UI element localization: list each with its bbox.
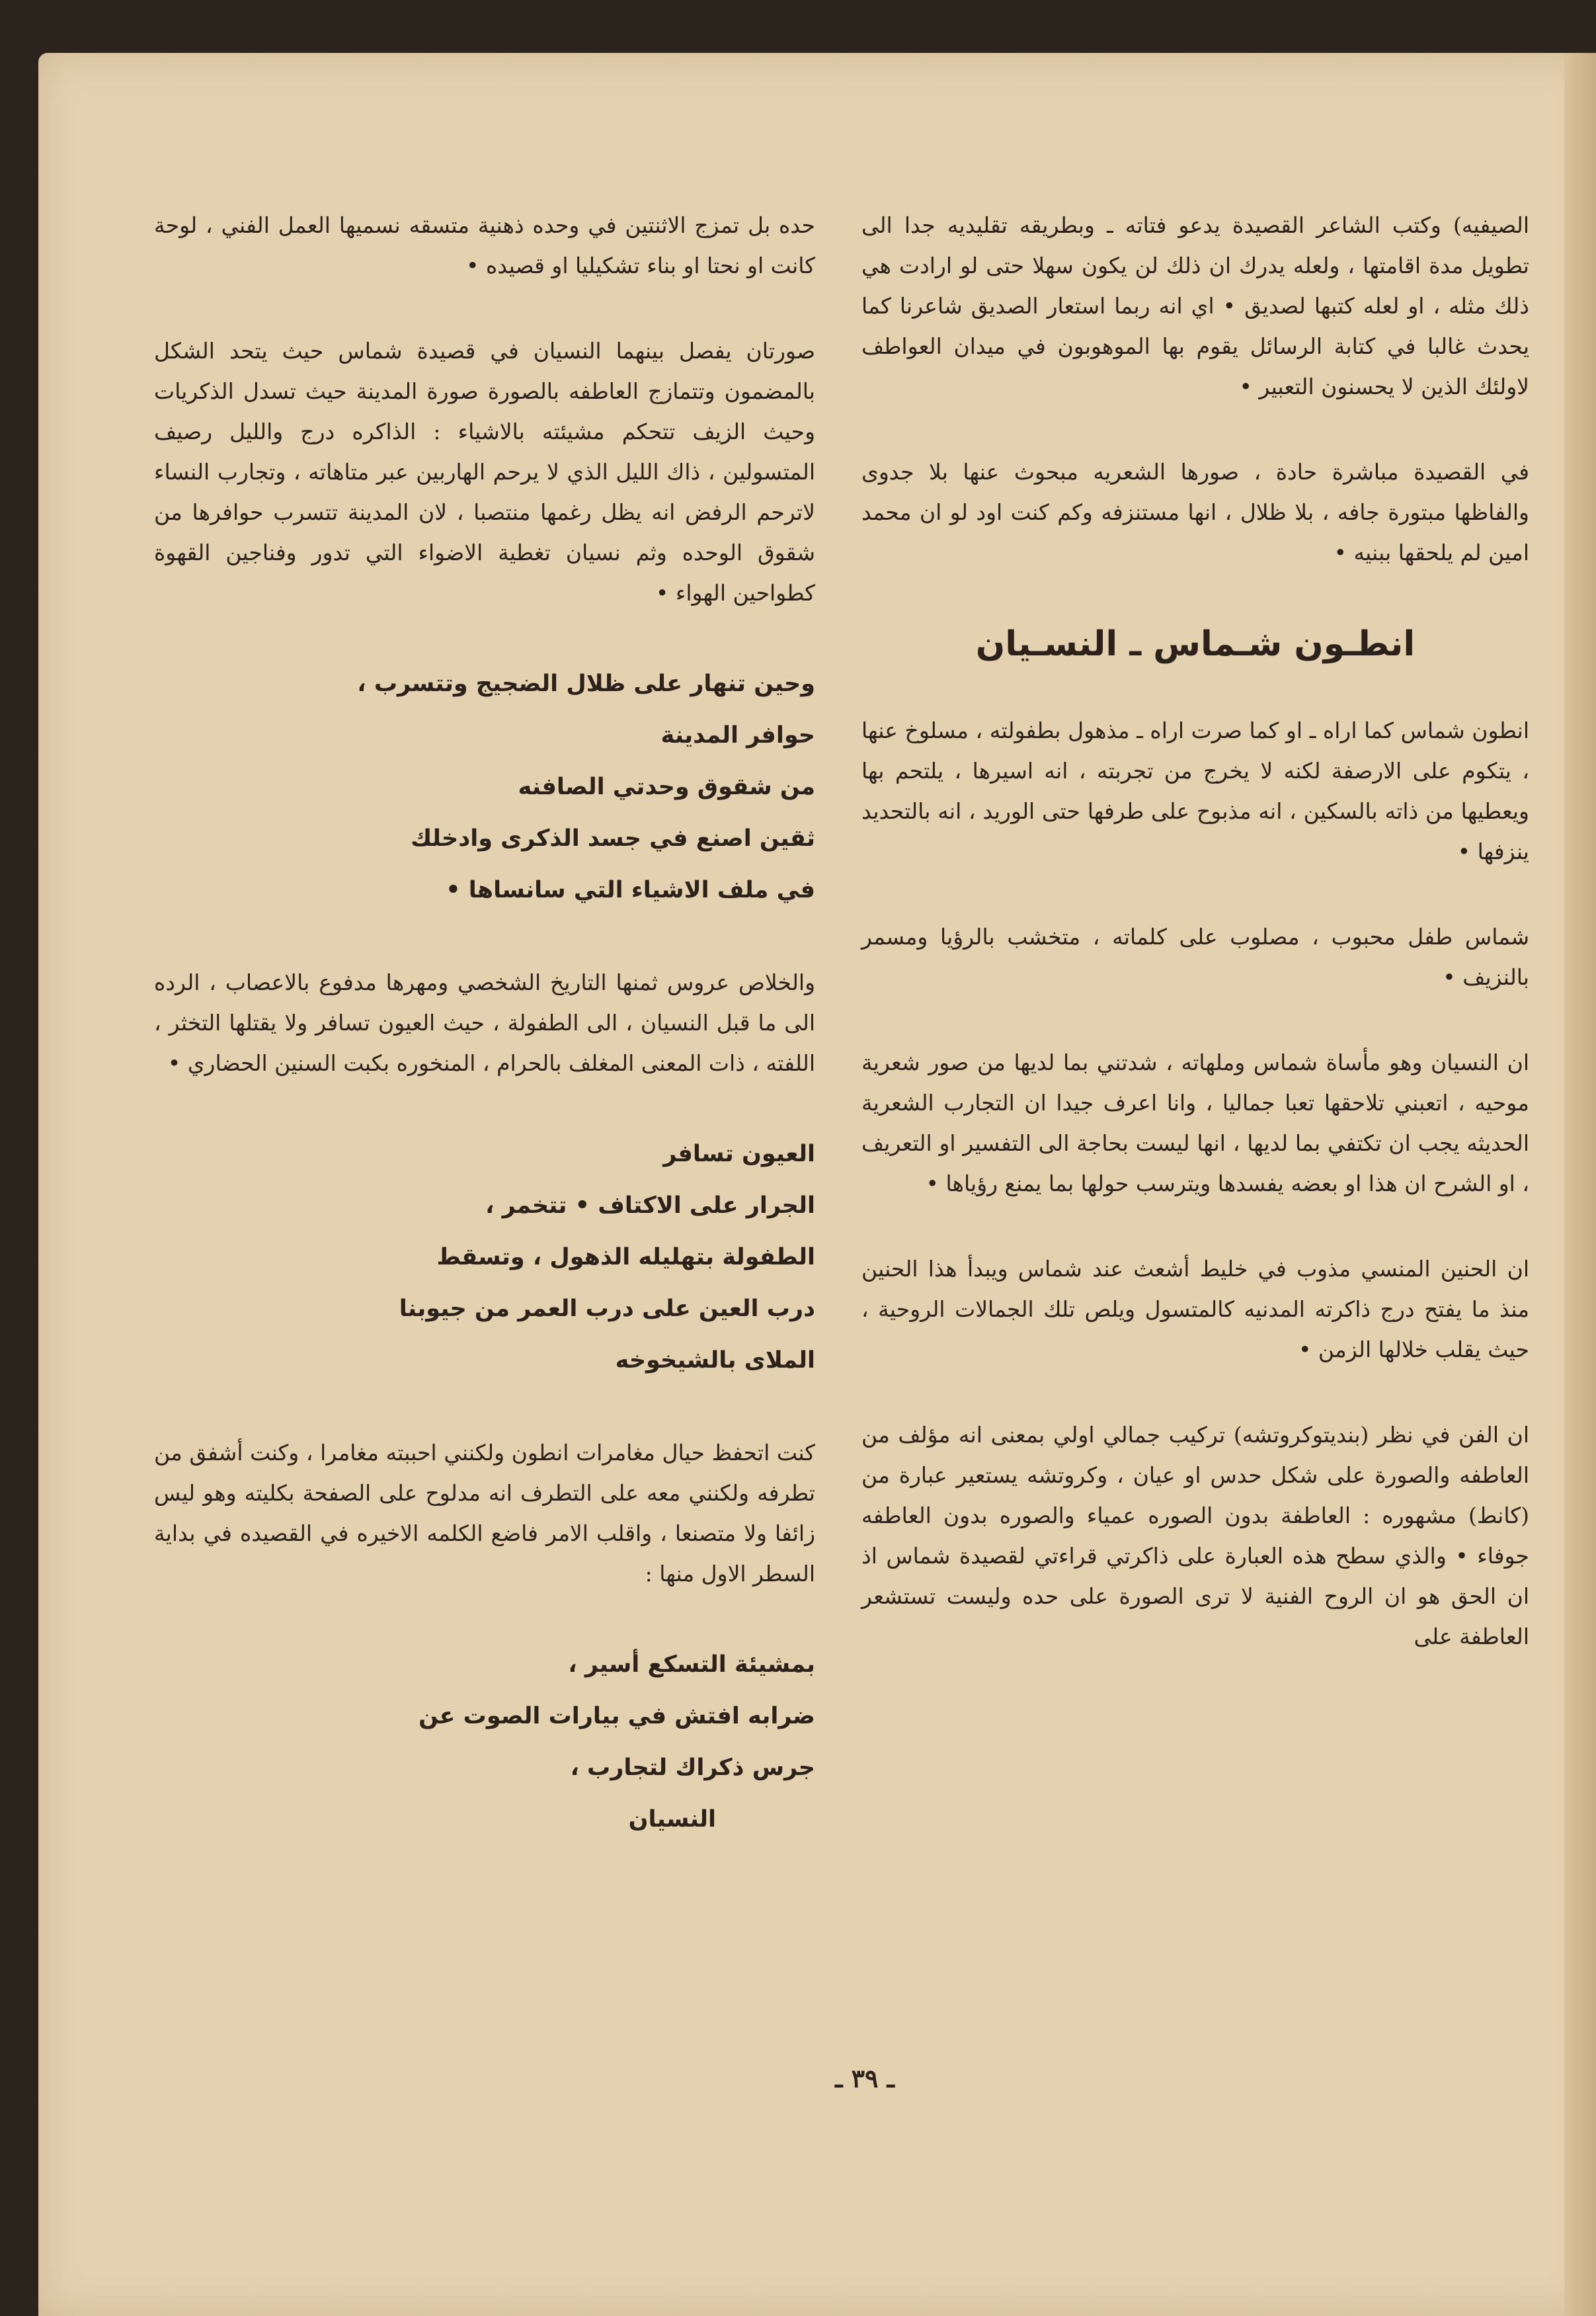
poem-line: حوافر المدينة [660,722,815,749]
page-number: ـ ٣٩ ـ [835,2063,895,2093]
poem-line: درب العين على درب العمر من جيوبنا [399,1296,815,1322]
poem-line: وحين تنهار على ظلال الضجيج وتتسرب ، [357,671,815,697]
poem-line: الملاى بالشيخوخه [615,1347,815,1374]
magazine-page [38,53,1596,2316]
page-binding-edge [1564,53,1596,2316]
poem-line: الطفولة بتهليله الذهول ، وتسقط [436,1244,815,1270]
paragraph: كنت اتحفظ حيال مغامرات انطون ولكنني احببته مغامرا ، وكنت أشفق من تطرفه ولكنني معه على التطرف انه مدلوح على الصفحة بكليته وهو ليس زائفا ولا متصنعا ، واقلب الامر فاضع الكلمه الاخيره في القصيده في بداية السطر الاول منها : [154,1440,815,1587]
paragraph: حده بل تمزج الاثنتين في وحده ذهنية متسقه نسميها العمل الفني ، لوحة كانت او نحتا او بناء تشكيليا او قصيده • [154,212,815,278]
right-column [861,205,1529,1702]
poem-line: العيون تسافر [663,1141,815,1167]
poem-line: ضرابه افتش في بيارات الصوت عن [419,1703,815,1729]
section-heading: انطـون شـماس ـ النسـيان [975,624,1416,664]
poem-line: في ملف الاشياء التي سانساها • [446,877,815,903]
poem-line: ثقين اصنع في جسد الذكرى وادخلك [411,825,815,852]
poem-excerpt [154,1128,815,1386]
left-column [154,205,815,1891]
paragraph: انطون شماس كما اراه ـ او كما صرت اراه ـ مذهول بطفولته ، مسلوخ عنها ، يتكوم على الارصفة لكنه لا يخرج من تجربته ، انه اسيرها ، يلتحم بها ويعطيها من ذاته بالسكين ، انه مذبوح على طرفها حتى الوريد ، انه بالتحديد ينزفها • [861,718,1529,864]
paragraph: الصيفيه) وكتب الشاعر القصيدة يدعو فتاته ـ وبطريقه تقليديه جدا الى تطويل مدة اقامتها ، ولعله يدرك ان ذلك لن يكون سهلا حتى لو ارادت هي ذلك مثله ، او لعله كتبها لصديق • اي انه ربما استعار الصديق شاعرنا كما يحدث غالبا في كتابة الرسائل يقوم بها الموهوبون في ميدان العواطف لاولئك الذين لا يحسنون التعبير • [861,212,1529,399]
poem-line: جرس ذكراك لتجارب ، [570,1755,815,1781]
poem-line: بمشيئة التسكع أسير ، [568,1651,815,1678]
paragraph: شماس طفل محبوب ، مصلوب على كلماته ، متخشب بالرؤيا ومسمر بالنزيف • [861,924,1529,990]
poem-excerpt [154,658,815,916]
poem-line: النسيان [628,1806,716,1833]
paragraph: ان الحنين المنسي مذوب في خليط أشعث عند شماس ويبدأ هذا الحنين منذ ما يفتح درج ذاكرته المدنيه كالمتسول ويلص تلك الجمالات الروحية ، حيث يقلب خلالها الزمن • [861,1256,1529,1362]
paragraph: والخلاص عروس ثمنها التاريخ الشخصي ومهرها مدفوع بالاعصاب ، الرده الى ما قبل النسيان ، الى الطفولة ، حيث العيون تسافر ولا يقتلها التخثر ، اللفته ، ذات المعنى المغلف بالحرام ، المنخوره بكبت السنين الحضاري • [154,970,815,1076]
paragraph: ان النسيان وهو مأساة شماس وملهاته ، شدتني بما لديها من صور شعرية موحيه ، اتعبني تلاحقها تعبا جماليا ، وانا اعرف جيدا ان التجارب الشعرية الحديثه يجب ان تكتفي بما لديها ، انها ليست بحاجة الى التفسير او التعريف ، او الشرح ان هذا او بعضه يفسدها ويترسب حولها بما يمنع رؤياها • [861,1050,1529,1196]
paragraph: في القصيدة مباشرة حادة ، صورها الشعريه مبحوث عنها بلا جدوى والفاظها مبتورة جافه ، بلا ظلال ، انها مستنزفه وكم كنت اود لو ان محمد امين لم يلحقها ببنيه • [861,459,1529,565]
paragraph: ان الفن في نظر (بنديتوكروتشه) تركيب جمالي اولي بمعنى انه مؤلف من العاطفه والصورة على شكل حدس او عيان ، وكروتشه يستعير عبارة من (كانط) مشهوره : العاطفة بدون الصوره عمياء والصوره بدون العاطفه جوفاء • والذي سطح هذه العبارة على ذاكرتي قراءتي لقصيدة شماس اذ ان الحق هو ان الروح الفنية لا ترى الصورة على حده وليست تستشعر العاطفة على [861,1422,1529,1649]
poem-excerpt [154,1639,815,1845]
poem-line: من شقوق وحدتي الصافنه [518,774,815,800]
paragraph: صورتان يفصل بينهما النسيان في قصيدة شماس حيث يتحد الشكل بالمضمون وتتمازج العاطفه بالصورة صورة المدينة حيث تسدل الذكريات وحيث الزيف تتحكم مشيئته بالاشياء : الذاكره درج والليل رصيف المتسولين ، ذاك الليل الذي لا يرحم الهاربين عبر متاهاته ، وتجارب النساء لاترحم الرفض انه يظل رغمها منتصبا ، لان المدينة تتسرب حوافرها من شقوق الوحده وثم نسيان تغطية الاضواء التي تدور وفناجين القهوة كطواحين الهواء • [154,338,815,606]
poem-line: الجرار على الاكتاف • تتخمر ، [485,1192,815,1219]
